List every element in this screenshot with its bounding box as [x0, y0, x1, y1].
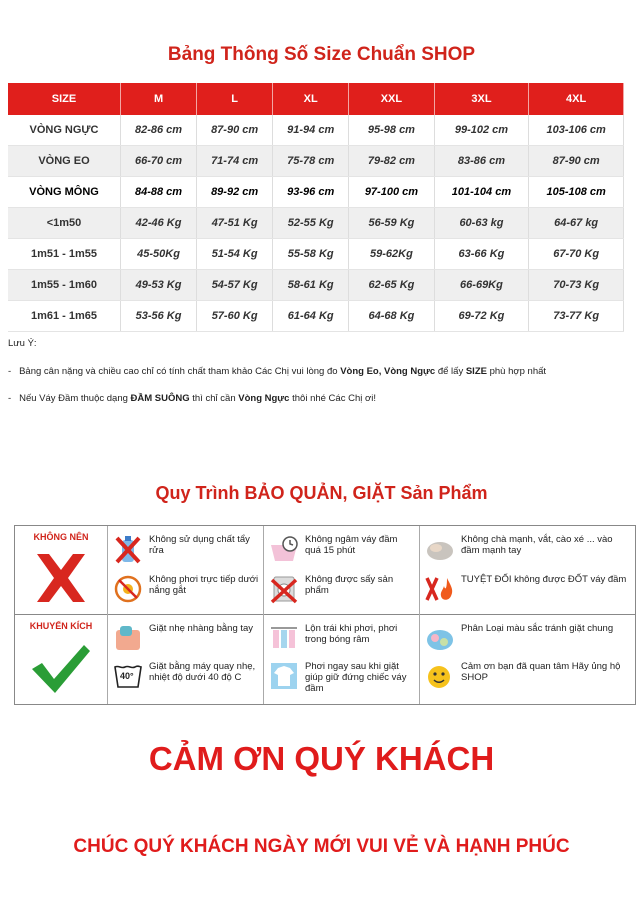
- table-cell: 62-65 Kg: [349, 270, 434, 301]
- care-text: Giặt bằng máy quay nhẹ, nhiệt độ dưới 40 độ C: [149, 661, 256, 683]
- table-cell: 60-63 kg: [434, 208, 529, 239]
- table-cell: 63-66 Kg: [434, 239, 529, 270]
- no-sun-icon: [113, 574, 143, 604]
- table-cell: 47-51 Kg: [197, 208, 273, 239]
- smiley-icon: [425, 661, 455, 691]
- note-bold: SIZE: [465, 366, 487, 377]
- note-text: phù hợp nhất: [486, 366, 547, 377]
- care-item: [113, 623, 259, 653]
- table-cell: 66-70 cm: [121, 146, 197, 177]
- row-label: VÒNG MÔNG: [8, 177, 121, 208]
- table-cell: 70-73 Kg: [529, 270, 624, 301]
- table-cell: 79-82 cm: [349, 146, 434, 177]
- table-cell: 89-92 cm: [197, 177, 273, 208]
- care-title: Quy Trình BẢO QUẢN, GIẶT Sản Phẩm: [155, 483, 488, 503]
- care-item: [113, 534, 259, 564]
- table-cell: 57-60 Kg: [197, 301, 273, 332]
- care-text: Phơi ngay sau khi giặt giúp giữ đứng chiếc váy đầm: [305, 661, 407, 694]
- table-cell: 82-86 cm: [121, 115, 197, 146]
- no-fire-icon: [425, 574, 455, 604]
- table-cell: 67-70 Kg: [529, 239, 624, 270]
- table-cell: 73-77 Kg: [529, 301, 624, 332]
- table-row: [8, 177, 624, 208]
- care-item: [425, 661, 631, 691]
- care-text: Giặt nhẹ nhàng bằng tay: [149, 623, 254, 634]
- do-label: KHUYẾN KÍCH: [29, 621, 93, 631]
- table-cell: 97-100 cm: [349, 177, 434, 208]
- note-text: Nếu Váy Đầm thuộc dạng: [19, 393, 131, 404]
- table-cell: 75-78 cm: [273, 146, 349, 177]
- row-label: 1m55 - 1m60: [8, 270, 121, 301]
- care-item: [113, 574, 259, 604]
- no-dryer-icon: [269, 574, 299, 604]
- row-label: VÒNG EO: [8, 146, 121, 177]
- table-cell: 84-88 cm: [121, 177, 197, 208]
- table-cell: 83-86 cm: [434, 146, 529, 177]
- care-text: Không sử dụng chất tẩy rửa: [149, 534, 250, 556]
- header-cell: M: [121, 83, 197, 115]
- table-cell: 45-50Kg: [121, 239, 197, 270]
- do-section: [15, 615, 108, 703]
- table-cell: 51-54 Kg: [197, 239, 273, 270]
- row-label: <1m50: [8, 208, 121, 239]
- table-row: [8, 115, 624, 146]
- table-cell: 99-102 cm: [434, 115, 529, 146]
- hand-wash-icon: [113, 623, 143, 653]
- table-cell: 101-104 cm: [434, 177, 529, 208]
- header-cell: XL: [273, 83, 349, 115]
- header-cell: XXL: [349, 83, 434, 115]
- note-text: Bảng cân nặng và chiều cao chỉ có tính chất tham khảo Các Chị vui lòng đo: [19, 366, 341, 377]
- table-cell: 58-61 Kg: [273, 270, 349, 301]
- header-cell: 4XL: [529, 83, 624, 115]
- table-cell: 42-46 Kg: [121, 208, 197, 239]
- table-row: [8, 239, 624, 270]
- care-item: [425, 623, 631, 653]
- dont-section: [15, 526, 108, 614]
- header-cell: SIZE: [8, 83, 121, 115]
- table-cell: 66-69Kg: [434, 270, 529, 301]
- no-scrub-icon: [425, 534, 455, 564]
- dont-label: KHÔNG NÊN: [33, 532, 89, 542]
- care-text: TUYỆT ĐỐI không được ĐỐT váy đầm: [461, 574, 627, 585]
- care-text: Phân Loại màu sắc tránh giặt chung: [461, 623, 614, 634]
- no-detergent-icon: [113, 534, 143, 564]
- header-cell: 3XL: [434, 83, 529, 115]
- wish-line: CHÚC QUÝ KHÁCH NGÀY MỚI VUI VẺ VÀ HẠNH PHÚC: [73, 836, 570, 857]
- care-item: [269, 574, 415, 604]
- table-cell: 71-74 cm: [197, 146, 273, 177]
- table-row: [8, 208, 624, 239]
- table-cell: 103-106 cm: [529, 115, 624, 146]
- table-row: [8, 146, 624, 177]
- notes-heading: Lưu Ý:: [8, 338, 37, 349]
- note-bold: Vòng Ngực: [238, 393, 290, 404]
- table-cell: 61-64 Kg: [273, 301, 349, 332]
- table-cell: 64-67 kg: [529, 208, 624, 239]
- table-cell: 95-98 cm: [349, 115, 434, 146]
- note-line-2: - Nếu Váy Đầm thuộc dạng ĐẦM SUÔNG thì chỉ cần Vòng Ngực thôi nhé Các Chị ơi!: [8, 393, 376, 404]
- note-text: thôi nhé Các Chị ơi!: [289, 393, 376, 404]
- note-bold: Vòng Eo, Vòng Ngực: [340, 366, 436, 377]
- care-instructions-box: [14, 525, 636, 705]
- row-label: VÒNG NGỰC: [8, 115, 121, 146]
- sort-colors-icon: [425, 623, 455, 653]
- table-cell: 87-90 cm: [529, 146, 624, 177]
- table-cell: 105-108 cm: [529, 177, 624, 208]
- wash-temp: 40°: [120, 671, 134, 681]
- table-row: [8, 301, 624, 332]
- table-cell: 55-58 Kg: [273, 239, 349, 270]
- care-item: [425, 574, 631, 604]
- care-text: Lộn trái khi phơi, phơi trong bóng râm: [305, 623, 398, 645]
- row-label: 1m51 - 1m55: [8, 239, 121, 270]
- table-row: [8, 270, 624, 301]
- row-label: 1m61 - 1m65: [8, 301, 121, 332]
- note-bold: ĐẦM SUÔNG: [130, 393, 190, 404]
- care-text: Cảm ơn bạn đã quan tâm Hãy ủng hộ SHOP: [461, 661, 621, 683]
- care-item: [113, 661, 259, 691]
- care-item: [269, 623, 415, 653]
- no-soak-icon: [269, 534, 299, 564]
- table-cell: 54-57 Kg: [197, 270, 273, 301]
- note-text: để lấy: [435, 366, 466, 377]
- care-text: Không ngâm váy đầm quá 15 phút: [305, 534, 398, 556]
- table-cell: 87-90 cm: [197, 115, 273, 146]
- table-cell: 93-96 cm: [273, 177, 349, 208]
- table-cell: 52-55 Kg: [273, 208, 349, 239]
- table-cell: 64-68 Kg: [349, 301, 434, 332]
- note-line-1: - Bảng cân nặng và chiều cao chỉ có tính chất tham khảo Các Chị vui lòng đo Vòng Eo, Vòng Ngực để lấy SIZE phù hợp nhất: [8, 366, 547, 377]
- size-table-header: [8, 83, 624, 115]
- table-cell: 56-59 Kg: [349, 208, 434, 239]
- size-table: [8, 83, 624, 332]
- hang-dry-icon: [269, 661, 299, 691]
- care-item: [425, 534, 631, 564]
- table-cell: 59-62Kg: [349, 239, 434, 270]
- table-cell: 91-94 cm: [273, 115, 349, 146]
- red-x-icon: [31, 550, 91, 606]
- shade-dry-icon: [269, 623, 299, 653]
- care-item: [269, 661, 415, 694]
- table-cell: 53-56 Kg: [121, 301, 197, 332]
- thank-you-heading: CẢM ƠN QUÝ KHÁCH: [148, 740, 495, 777]
- table-cell: 69-72 Kg: [434, 301, 529, 332]
- care-text: Không được sấy sản phẩm: [305, 574, 394, 596]
- green-check-icon: [28, 641, 94, 697]
- machine-wash-40-icon: [113, 661, 143, 691]
- table-cell: 49-53 Kg: [121, 270, 197, 301]
- care-text: Không chà mạnh, vắt, cào xé ... vào đầm mạnh tay: [461, 534, 613, 556]
- page-title: Bảng Thông Số Size Chuẩn SHOP: [167, 44, 476, 65]
- care-item: [269, 534, 415, 564]
- care-text: Không phơi trực tiếp dưới nắng gắt: [149, 574, 259, 596]
- header-cell: L: [197, 83, 273, 115]
- note-text: thì chỉ cần: [189, 393, 239, 404]
